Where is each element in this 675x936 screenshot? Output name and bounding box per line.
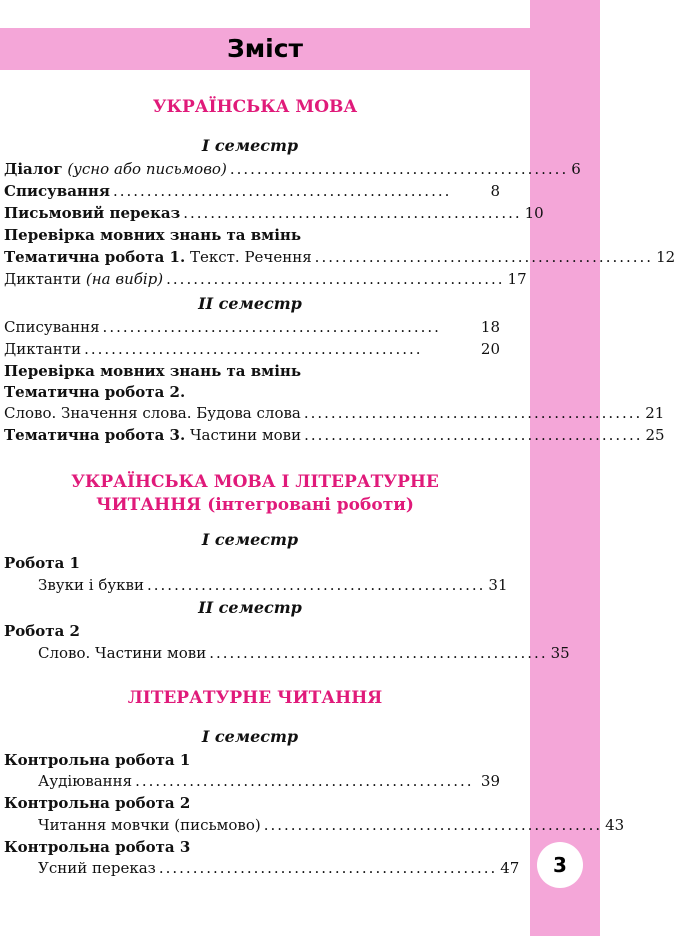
dot-leader: .................................................. [229, 160, 569, 178]
entry-label: Списування [4, 182, 110, 200]
entry-note: (на вибір) [85, 270, 164, 288]
toc-entry-usnyi[interactable] [38, 857, 520, 879]
entry-page: 21 [645, 404, 665, 422]
toc-entry-tema3[interactable] [4, 424, 665, 446]
entry-page: 47 [500, 859, 520, 877]
toc-entry-tema1[interactable] [4, 246, 675, 268]
section-title-ukr-mova: УКРАЇНСЬКА МОВА [152, 97, 358, 117]
toc-entry-chastyny[interactable] [38, 642, 570, 664]
dot-leader: .................................................. [102, 318, 441, 336]
dot-leader: .................................................. [158, 859, 498, 877]
page-number: 3 [537, 842, 583, 888]
entry-label: Тематична робота 3. [4, 426, 186, 444]
entry-page: 39 [480, 772, 500, 790]
entry-page: 6 [571, 160, 581, 178]
semester-heading: II семестр [198, 598, 302, 617]
entry-label: Диктанти [4, 340, 82, 358]
entry-label: Усний переказ [38, 859, 156, 877]
entry-page: 35 [550, 644, 570, 662]
dot-leader: .................................................. [112, 182, 452, 200]
entry-label: Читання мовчки (письмово) [38, 816, 261, 834]
section-title-integrated-line2: ЧИТАННЯ (інтегровані роботи) [96, 495, 414, 515]
entry-page: 10 [524, 204, 544, 222]
entry-page: 8 [490, 182, 500, 200]
toc-entry-spysuvannya-2[interactable] [4, 316, 500, 338]
side-decor-band [530, 0, 600, 936]
semester-heading: I семестр [201, 136, 299, 155]
entry-label: Слово. Значення слова. Будова слова [4, 404, 301, 422]
entry-page: 43 [605, 816, 625, 834]
toc-heading-perevirka-2: Перевірка мовних знань та вмінь [4, 362, 302, 380]
toc-heading-robota1: Робота 1 [4, 554, 80, 572]
semester-heading: II семестр [198, 294, 302, 313]
entry-text: Текст. Речення [189, 248, 312, 266]
entry-page: 20 [480, 340, 500, 358]
semester-heading: I семестр [201, 530, 299, 549]
toc-heading-kr1: Контрольна робота 1 [4, 751, 191, 769]
toc-entry-dialog[interactable] [4, 158, 581, 180]
toc-entry-spysuvannya[interactable] [4, 180, 500, 202]
toc-entry-dyktanty-2[interactable] [4, 338, 500, 360]
dot-leader: .................................................. [147, 576, 486, 594]
entry-page: 12 [656, 248, 675, 266]
dot-leader: .................................................. [304, 426, 643, 444]
entry-page: 31 [488, 576, 508, 594]
toc-heading-kr3: Контрольна робота 3 [4, 838, 191, 856]
dot-leader: .................................................. [209, 644, 548, 662]
toc-entry-chytannya[interactable] [38, 814, 625, 836]
toc-heading-perevirka: Перевірка мовних знань та вмінь [4, 226, 302, 244]
entry-text: Частини мови [189, 426, 302, 444]
entry-page: 17 [507, 270, 527, 288]
toc-heading-tema2: Тематична робота 2. [4, 383, 186, 401]
dot-leader: .................................................. [166, 270, 505, 288]
semester-heading: I семестр [201, 727, 299, 746]
entry-page: 25 [645, 426, 665, 444]
page-title: Зміст [226, 34, 304, 63]
dot-leader: .................................................. [314, 248, 654, 266]
entry-label: Слово. Частини мови [38, 644, 207, 662]
entry-label: Диктанти [4, 270, 82, 288]
entry-label: Звуки і букви [38, 576, 144, 594]
entry-label: Діалог [4, 160, 63, 178]
toc-entry-zvuky[interactable] [38, 574, 508, 596]
toc-entry-dyktanty[interactable] [4, 268, 527, 290]
entry-page: 18 [480, 318, 500, 336]
toc-heading-kr2: Контрольна робота 2 [4, 794, 191, 812]
section-title-lit-chytannya: ЛІТЕРАТУРНЕ ЧИТАННЯ [127, 688, 383, 708]
section-title-integrated-line1: УКРАЇНСЬКА МОВА І ЛІТЕРАТУРНЕ [71, 472, 439, 492]
toc-entry-audiuvannya[interactable] [38, 770, 500, 792]
dot-leader: .................................................. [84, 340, 423, 358]
dot-leader: .................................................. [303, 404, 643, 422]
entry-label: Списування [4, 318, 100, 336]
entry-note: (усно або письмово) [67, 160, 227, 178]
toc-heading-robota2: Робота 2 [4, 622, 80, 640]
toc-entry-perekaz[interactable] [4, 202, 544, 224]
dot-leader: .................................................. [183, 204, 522, 222]
entry-label: Письмовий переказ [4, 204, 181, 222]
dot-leader: .................................................. [135, 772, 474, 790]
dot-leader: .................................................. [263, 816, 603, 834]
entry-label: Тематична робота 1. [4, 248, 186, 266]
entry-label: Аудіювання [38, 772, 133, 790]
toc-entry-slovo[interactable] [4, 402, 665, 424]
